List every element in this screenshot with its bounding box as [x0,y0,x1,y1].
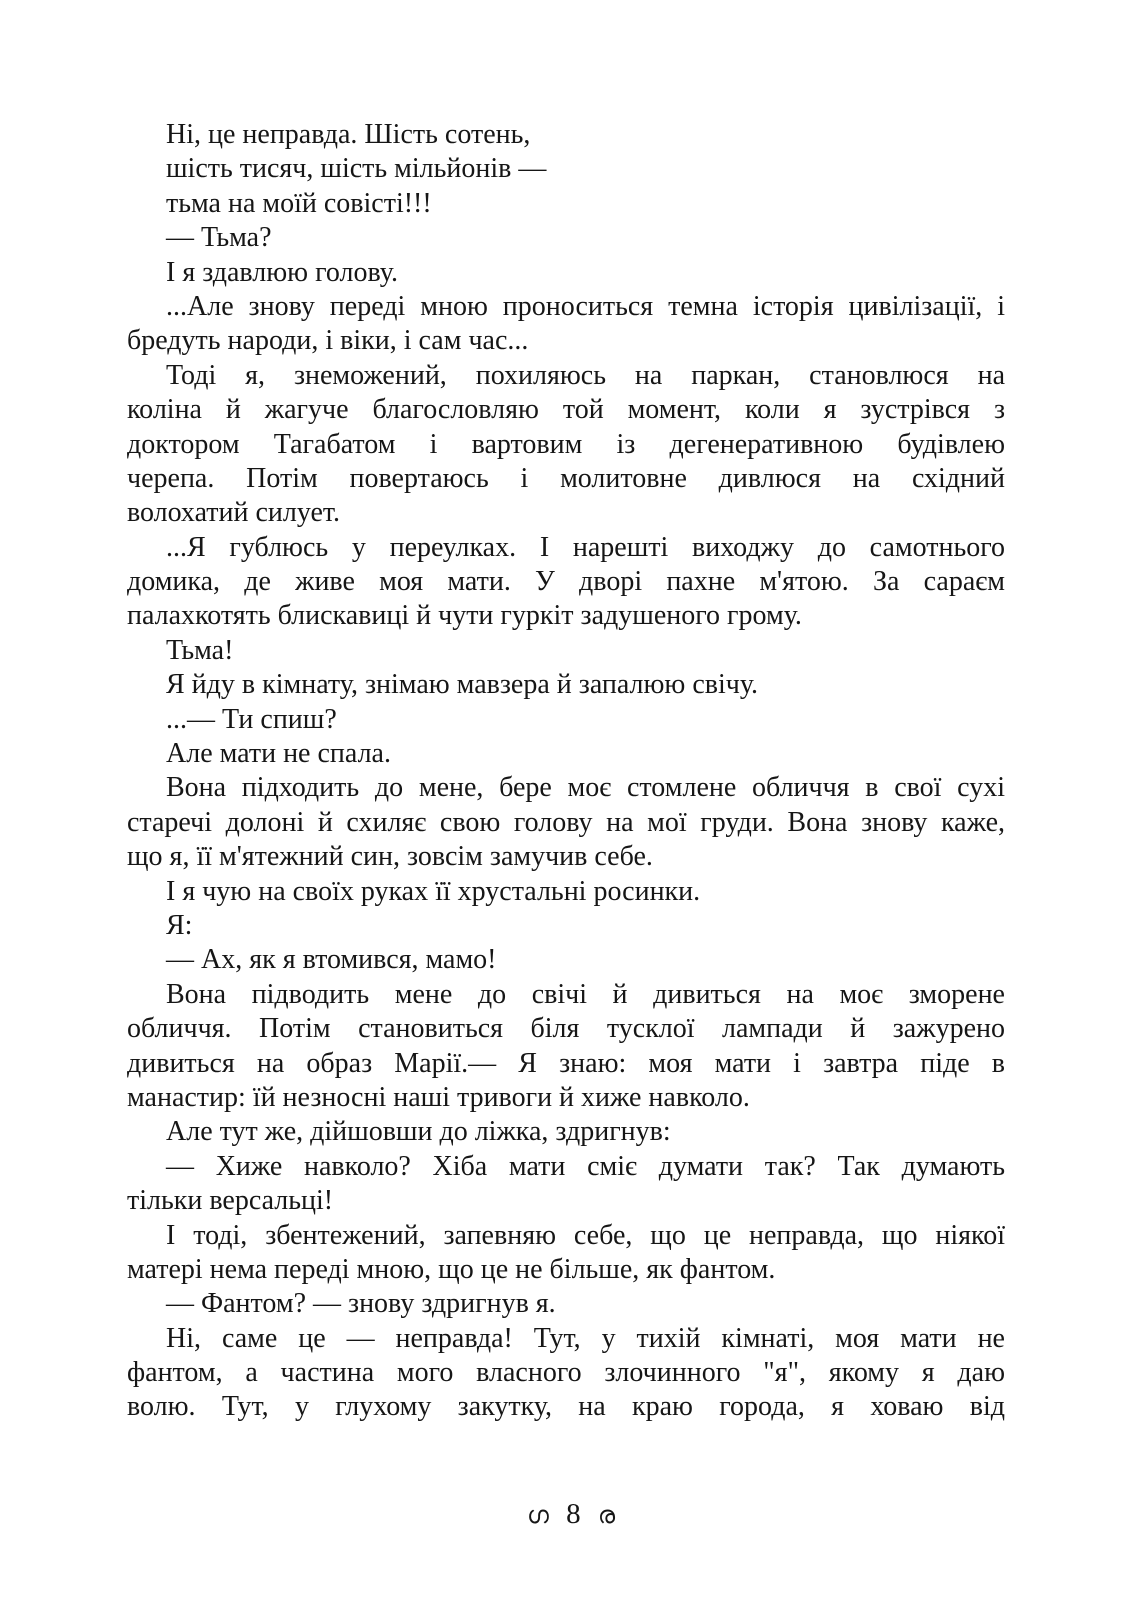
text-line-31: — Хиже навколо? Хіба мати сміє думати так? Так думають [166,1150,1005,1182]
text-line-23: І я чую на своїх руках її хрустальні росинки. [166,875,701,907]
text-line-19: Але мати не спала. [166,738,391,770]
text-line-10: доктором Тагабатом і вартовим із дегенеративною будівлею [127,428,1005,460]
text-line-15: палахкотять блискавиці й чути гуркіт задушеного грому. [127,600,802,632]
text-line-7: бредуть народи, і віки, і сам час... [127,325,529,357]
text-line-20: Вона підходить до мене, бере моє стомлене обличчя в свої сухі [166,772,1005,804]
text-line-17: Я йду в кімнату, знімаю мавзера й запалюю свічу. [166,669,759,701]
text-line-6: ...Але знову переді мною проноситься темна історія цивілізації, і [166,290,1005,322]
text-line-34: матері нема переді мною, що це не більше, як фантом. [127,1253,776,1285]
text-line-26: Вона підводить мене до свічі й дивиться на моє зморене [166,978,1005,1010]
text-line-33: І тоді, збентежений, запевняю себе, що це неправда, що ніякої [166,1219,1005,1251]
text-line-3: тьма на моїй совісті!!! [166,187,432,219]
text-line-25: — Ах, як я втомився, мамо! [166,944,497,976]
text-line-21: старечі долоні й схиляє свою голову на мої груди. Вона знову каже, [127,806,1005,838]
text-line-29: манастир: їй незносні наші тривоги й хиже навколо. [127,1081,750,1113]
text-line-12: волохатий силует. [127,497,341,529]
text-line-5: І я здавлюю голову. [166,256,398,288]
right-ornament-icon: ര [597,1503,616,1530]
text-line-24: Я: [166,909,193,941]
text-line-8: Тоді я, знеможений, похиляюсь на паркан, становлюся на [166,359,1005,391]
text-line-18: ...— Ти спиш? [166,703,337,735]
text-line-22: що я, її м'ятежний син, зовсім замучив себе. [127,841,653,873]
text-line-27: обличчя. Потім становиться біля тусклої лампади й зажурено [127,1013,1005,1045]
text-line-4: — Тьма? [166,222,272,254]
text-line-30: Але тут же, дійшовши до ліжка, здригнув: [166,1116,671,1148]
text-line-35: — Фантом? — знову здригнув я. [166,1288,556,1320]
text-line-16: Тьма! [166,634,234,666]
text-line-32: тільки версальці! [127,1185,334,1217]
text-line-36: Ні, саме це — неправда! Тут, у тихій кімнаті, моя мати не [166,1322,1005,1354]
page-number: 8 [566,1498,581,1530]
text-line-14: домика, де живе моя мати. У дворі пахне м'ятою. За сараєм [127,566,1005,598]
text-line-13: ...Я гублюсь у переулках. І нарешті виходжу до самотнього [166,531,1005,563]
text-line-38: волю. Тут, у глухому закутку, на краю города, я ховаю від [127,1391,1005,1423]
text-line-1: Ні, це неправда. Шість сотень, [166,119,531,150]
text-line-11: черепа. Потім повертаюсь і молитовне дивлюся на східний [127,462,1005,494]
page-footer [0,1497,1142,1533]
text-line-9: коліна й жагуче благословляю той момент, коли я зустрівся з [127,394,1005,426]
text-line-37: фантом, а частина мого власного злочинного "я", якому я даю [127,1357,1005,1389]
page-body [127,118,1005,1425]
text-line-28: дивиться на образ Марії.— Я знаю: моя мати і завтра піде в [127,1047,1005,1079]
text-line-2: шість тисяч, шість мільйонів — [166,153,547,185]
left-ornament-icon: ഗ [526,1503,549,1530]
